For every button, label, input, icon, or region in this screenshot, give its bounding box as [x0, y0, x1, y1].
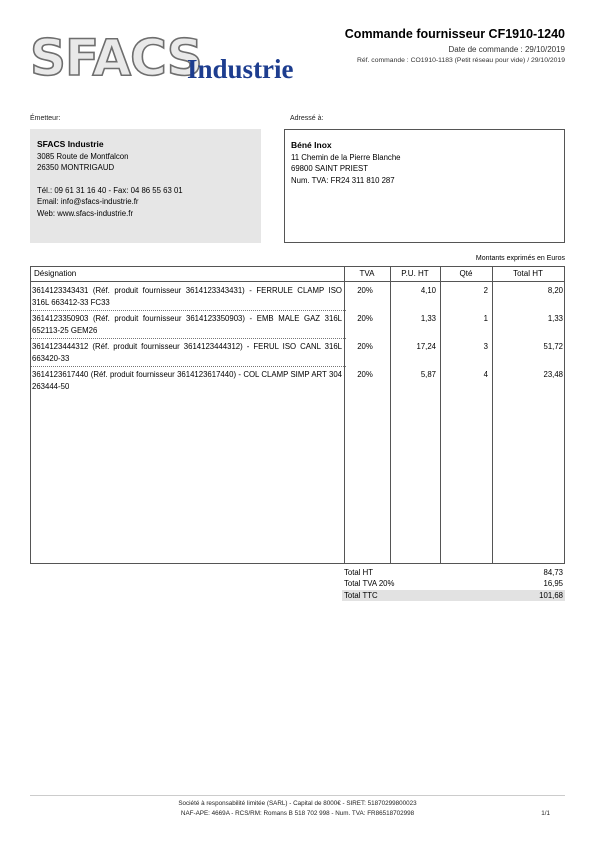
recipient-box: [284, 129, 565, 243]
recipient-address-line1: 11 Chemin de la Pierre Blanche: [291, 152, 401, 162]
row-quantity: 4: [483, 370, 488, 379]
total-tva-value: 16,95: [543, 579, 563, 589]
header-designation: Désignation: [34, 269, 77, 278]
total-tva-row: [342, 578, 565, 589]
page-number: 1/1: [541, 810, 550, 817]
sender-address-line1: 3085 Route de Montfalcon: [37, 151, 129, 161]
footer-divider: [30, 795, 565, 796]
header-tva: TVA: [359, 269, 375, 278]
recipient-label: Adressé à:: [290, 115, 324, 122]
totals-block: [342, 567, 565, 601]
total-ttc-row: [342, 590, 565, 601]
header-quantity: Qté: [459, 269, 473, 278]
row-tva: 20%: [357, 286, 373, 295]
row-total: 8,20: [547, 286, 563, 295]
sender-web: Web: www.sfacs-industrie.fr: [37, 208, 134, 218]
row-designation: 3614123350903 (Réf. produit fournisseur 3614123350903) - EMB MALE GAZ 316L 652113-25 GEM26: [32, 314, 342, 335]
row-quantity: 3: [483, 342, 488, 351]
total-ht-label: Total HT: [344, 568, 374, 577]
row-quantity: 1: [483, 314, 488, 323]
row-unit-price: 4,10: [420, 286, 436, 295]
order-date: Date de commande : 29/10/2019: [448, 45, 565, 54]
sender-box: [30, 129, 261, 243]
row-unit-price: 17,24: [416, 342, 436, 351]
row-quantity: 2: [483, 286, 488, 295]
row-unit-price: 5,87: [420, 370, 436, 379]
header-total: Total HT: [513, 269, 543, 278]
document-title: Commande fournisseur CF1910-1240: [344, 27, 565, 41]
logo-brand: SFACS: [30, 29, 202, 87]
currency-note: Montants exprimés en Euros: [475, 255, 565, 262]
footer-legal-line2: NAF-APE: 4669A - RCS/RM: Romans B 518 702 998 - Num. TVA: FR86518702998: [180, 810, 415, 817]
row-tva: 20%: [357, 314, 373, 323]
recipient-address-line2: 69800 SAINT PRIEST: [291, 164, 368, 174]
total-tva-label: Total TVA 20%: [344, 579, 395, 589]
total-ttc-label: Total TTC: [344, 590, 378, 600]
row-total: 23,48: [543, 370, 563, 379]
items-table: [30, 266, 565, 564]
sender-address-line2: 26350 MONTRIGAUD: [37, 163, 115, 173]
logo-subtitle: Industrie: [187, 54, 294, 84]
row-total: 51,72: [543, 342, 563, 351]
row-tva: 20%: [357, 370, 373, 379]
sender-label: Émetteur:: [30, 115, 61, 122]
recipient-name: Béné Inox: [291, 140, 332, 150]
row-designation: 3614123444312 (Réf. produit fournisseur 3614123444312) - FERUL ISO CANL 316L 663420-33: [32, 342, 342, 363]
sender-name: SFACS Industrie: [37, 139, 104, 149]
total-ht-value: 84,73: [543, 568, 563, 577]
recipient-vat: Num. TVA: FR24 311 810 287: [291, 175, 395, 185]
row-designation: 3614123343431 (Réf. produit fournisseur 3614123343431) - FERRULE CLAMP ISO 316L 663412-33 FC33: [32, 286, 342, 307]
company-logo: [30, 28, 315, 88]
sender-email: Email: info@sfacs-industrie.fr: [37, 197, 139, 207]
sender-phone: Tél.: 09 61 31 16 40 - Fax: 04 86 55 63 01: [37, 185, 183, 195]
header-unit-price: P.U. HT: [401, 269, 429, 278]
total-ht-row: [342, 567, 565, 578]
order-reference: Réf. commande : CO1910-1183 (Petit réseau pour vide) / 29/10/2019: [356, 57, 565, 64]
row-total: 1,33: [547, 314, 563, 323]
row-designation: 3614123617440 (Réf. produit fournisseur 3614123617440) - COL CLAMP SIMP ART 304 263444-50: [32, 370, 342, 391]
footer-legal-line1: Société à responsabilité limitée (SARL) - Capital de 8000€ - SIRET: 51870299800023: [178, 800, 417, 807]
row-unit-price: 1,33: [420, 314, 436, 323]
total-ttc-value: 101,68: [539, 590, 563, 600]
row-tva: 20%: [357, 342, 373, 351]
